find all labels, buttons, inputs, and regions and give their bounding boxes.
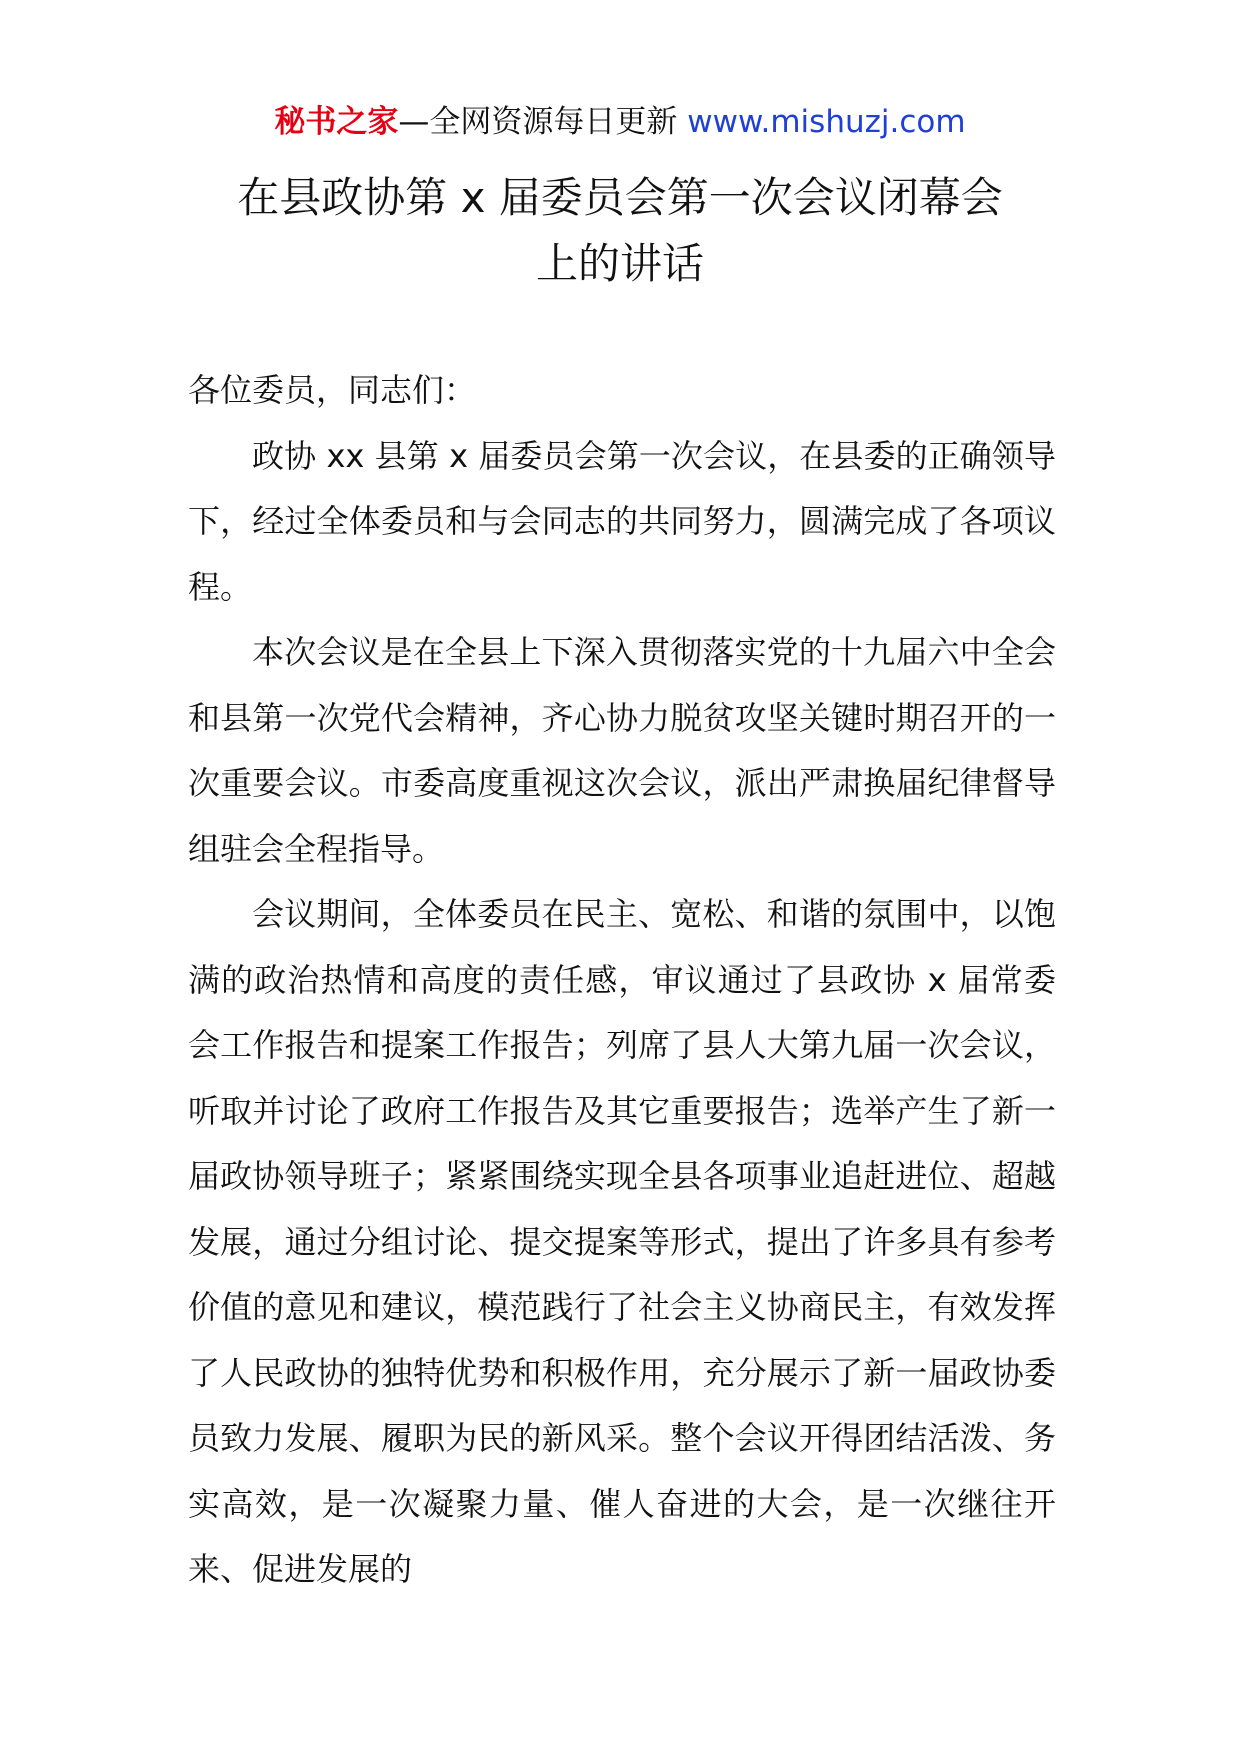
body-paragraph-2: 本次会议是在全县上下深入贯彻落实党的十九届六中全会和县第一次党代会精神，齐心协力脱贫攻坚关键时期召开的一次重要会议。市委高度重视这次会议，派出严肃换届纪律督导组驻会全程指导。 (188, 633, 1056, 868)
title-line-1: 在县政协第 x 届委员会第一次会议闭幕会 (237, 173, 1003, 222)
site-slogan: —全网资源每日更新 (398, 104, 678, 140)
brand-name: 秘书之家 (274, 104, 399, 140)
body-paragraph-1: 政协 xx 县第 x 届委员会第一次会议，在县委的正确领导下，经过全体委员和与会同志的共同努力，圆满完成了各项议程。 (188, 436, 1056, 606)
document-title (150, 165, 1090, 297)
title-line-2: 上的讲话 (535, 239, 704, 288)
site-header (0, 100, 1240, 144)
body-paragraph-3: 会议期间，全体委员在民主、宽松、和谐的氛围中，以饱满的政治热情和高度的责任感，审议通过了县政协 x 届常委会工作报告和提案工作报告；列席了县人大第九届一次会议，听取并讨论了政府工作报告及其它重要报告；选举产生了新一届政协领导班子；紧紧围绕实现全县各项事业追赶进位、超越发展，通过分组讨论、提交提案等形式，提出了许多具有参考价值的意见和建议，模范践行了社会主义协商民主，有效发挥了人民政协的独特优势和积极作用，充分展示了新一届政协委员致力发展、履职为民的新风采。整个会议开得团结活泼、务实高效，是一次凝聚力量、催人奋进的大会，是一次继往开来、促进发展的 (188, 895, 1056, 1588)
document-body (188, 358, 1056, 1603)
site-url-link[interactable]: www.mishuzj.com (687, 104, 966, 140)
salutation: 各位委员，同志们： (188, 371, 477, 409)
